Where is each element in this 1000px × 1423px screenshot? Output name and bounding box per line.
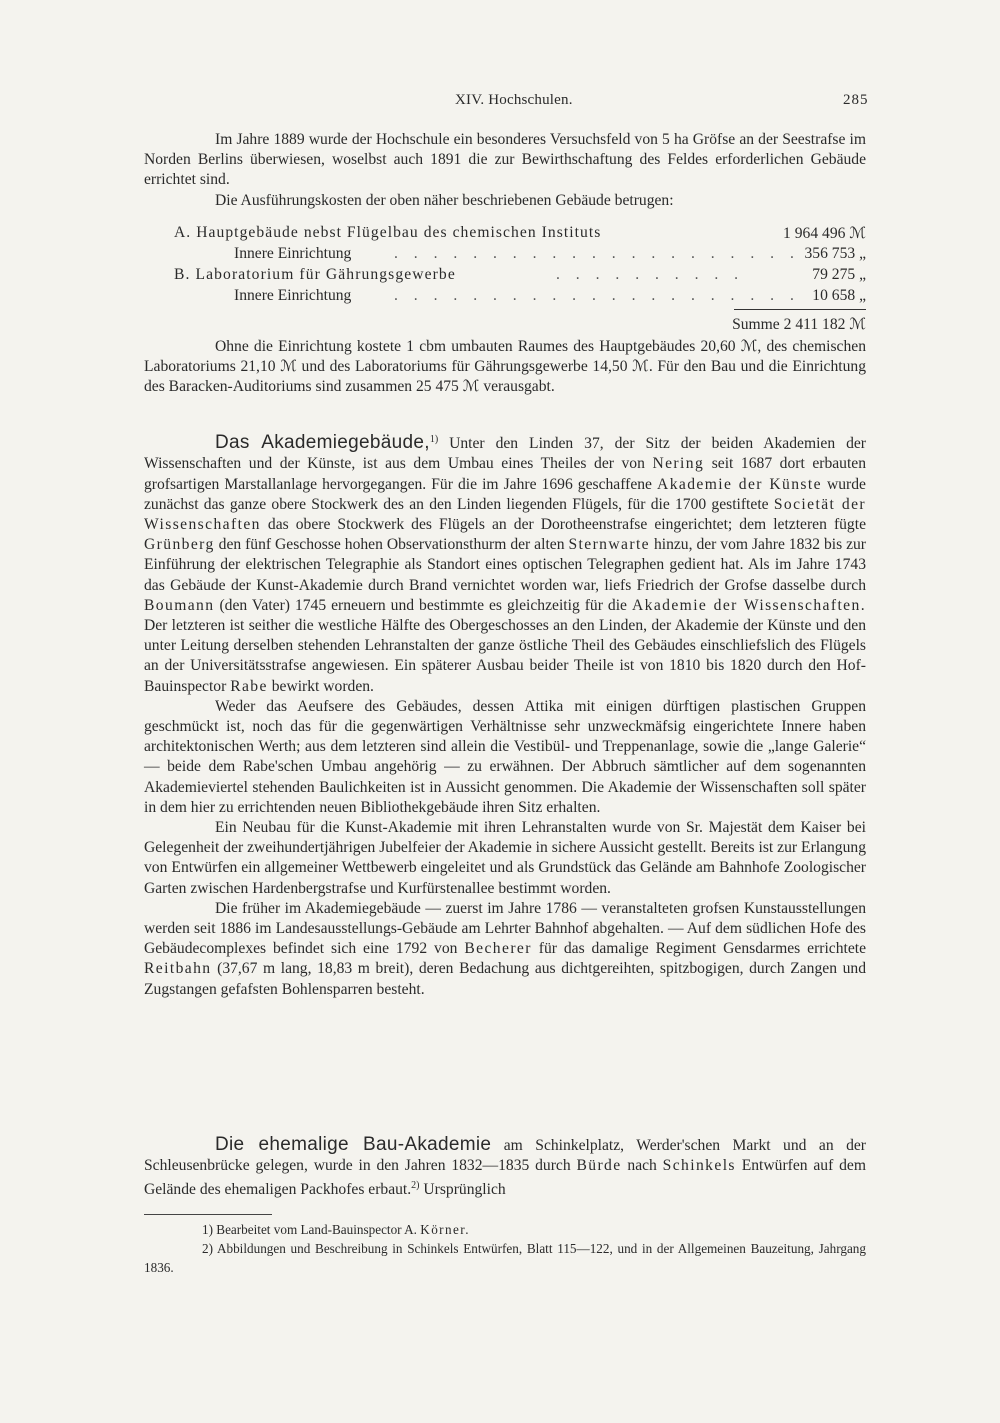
dot-leader: . . . . . . . . . . . . . . . . . . . . . [394, 287, 800, 304]
body-text: (den Vater) 1745 erneuern und bestimmte es gleichzeitig für die [219, 596, 627, 614]
spaced-name: Körner. [420, 1222, 470, 1237]
bauakademie-heading: Die ehemalige Bau-Akademie [215, 1134, 492, 1155]
body-text: hinzu, der vom Jahre 1832 bis zur Einführung der elektrischen Telegraphie als Standort eines optischen Telegraphen gedient hat. Als im Jahre 1743 das Gebäude der Kunst-Akademie durch Brand vernichtet worden war, liefs Friedrich der Grofse dasselbe durch [144, 536, 866, 594]
costs-intro-paragraph: Die Ausführungskosten der oben näher beschriebenen Gebäude betrugen: [215, 191, 674, 209]
sum-rule [734, 309, 866, 310]
body-text: nach [627, 1157, 657, 1175]
intro-paragraph: Im Jahre 1889 wurde der Hochschule ein besonderes Versuchsfeld von 5 ha Gröfse an der Seestrafse im Norden Berlins überwiesen, woselbst auch 1891 die zur Bewirthschaftung des Feldes erforderlichen Gebäude errichtet sind. [144, 131, 866, 189]
cost-label: B. Laboratorium für Gährungsgewerbe [174, 266, 456, 283]
page-number: 285 [843, 92, 869, 108]
body-text: für das damalige Regiment Gensdarmes errichtete [538, 940, 867, 958]
akademie-paragraph: Ein Neubau für die Kunst-Akademie mit ihren Lehranstalten wurde von Sr. Majestät dem Kaiser bei Gelegenheit der zweihundertjährigen Jubelfeier der Akademie in sichere Aussicht gestellt. Bereits ist zur Erlangung von Entwürfen ein allgemeiner Wettbewerb eingeleitet und als Grundstück das Gelände am Bahnhofe Zoologischer Garten zwischen Hardenbergstrafse und Kurfürstenallee bestimmt worden. [144, 819, 866, 897]
costs-note-paragraph: Ohne die Einrichtung kostete 1 cbm umbauten Raumes des Hauptgebäudes 20,60 ℳ, des chemischen Laboratoriums 21,10 ℳ und des Laboratoriums für Gährungsgewerbe 14,50 ℳ. Für den Bau und die Einrichtung des Baracken-Auditoriums sind zusammen 25 475 ℳ verausgabt. [144, 338, 866, 396]
cost-row [144, 224, 866, 244]
spaced-name: Schinkels [662, 1157, 736, 1175]
spaced-name: Rabe [230, 677, 268, 695]
bauakademie-section [144, 1135, 866, 1201]
body-text: den fünf Geschosse hohen Observationsthurm der alten [218, 536, 565, 554]
cost-label: Innere Einrichtung [234, 287, 352, 304]
spaced-name: Akademie der Wissenschaften. [631, 596, 866, 614]
dot-leader: . . . . . . . . . . [556, 266, 745, 283]
cost-row [144, 266, 866, 286]
cost-amount: 356 753 „ [804, 245, 866, 262]
spaced-name: Reitbahn [144, 960, 212, 978]
body-text: am Schinkelplatz, Werder'schen Markt und an der Schleusenbrücke gelegen, wurde in den Jahren 1832—1835 durch [144, 1137, 866, 1175]
body-text: wurde zunächst das ganze obere Stockwerk des an den Linden liegenden Flügels, für die 1700 gestiftete [144, 475, 866, 513]
body-text: Die früher im Akademiegebäude — zuerst im Jahre 1786 — veranstalteten grofsen Kunstausstellungen werden seit 1886 im Landesausstellungs-Gebäude am Lehrter Bahnhof abgehalten. — Auf dem südlichen Hofe des Gebäudecomplexes befindet sich eine 1792 von [144, 899, 866, 958]
cost-row [144, 287, 866, 307]
akademie-heading: Das Akademiegebäude, [215, 432, 430, 454]
body-text: seit 1687 dort erbauten grofsartigen Marstallanlage hervorgegangen. Für die im Jahre 1696 geschaffene [144, 455, 867, 493]
running-header [0, 92, 1000, 114]
cost-amount: 10 658 „ [812, 287, 866, 304]
footnote-ref: 2) [411, 1180, 420, 1192]
footnote-rule [144, 1214, 272, 1215]
spaced-name: Akademie der Künste [657, 475, 822, 493]
cost-total-row [144, 315, 866, 335]
footnote-2: 2) Abbildungen und Beschreibung in Schinkels Entwürfen, Blatt 115—122, und in der Allgemeinen Bauzeitung, Jahrgang 1836. [144, 1241, 866, 1275]
footnotes [144, 1220, 866, 1277]
chapter-title: XIV. Hochschulen. [455, 92, 573, 108]
body-text: bewirkt worden. [271, 677, 374, 695]
cost-row [144, 245, 866, 265]
cost-amount: 79 275 „ [812, 266, 866, 283]
akademie-paragraph [144, 430, 866, 697]
spaced-name: Boumann [144, 596, 215, 614]
footnote-ref: 1) [429, 434, 439, 445]
body-text: Der letzteren ist seither die westliche Hälfte des Obergeschosses an den Linden, der Akademie der Künste und den unter Leitung derselben stehenden Lehranstalten der ganze östliche Theil des Gebäudes einschliefslich des Flügels an der Universitätsstrafse angewiesen. Ein späterer Ausbau beider Theile ist von 1810 bis 1820 durch den Hof-Bauinspector [144, 617, 866, 695]
body-text: Ursprünglich [423, 1181, 506, 1199]
spaced-name: Sternwarte [568, 536, 650, 554]
cost-label: A. Hauptgebäude nebst Flügelbau des chemischen Instituts [174, 224, 602, 241]
body-text: das obere Stockwerk des Flügels an der Dorotheenstrafse eingerichtet; dem letzteren fügte [267, 516, 866, 533]
akademie-paragraph [144, 899, 866, 1000]
bauakademie-paragraph [144, 1135, 866, 1201]
body-text: Entwürfen auf dem Gelände des ehemaligen Packhofes erbaut. [144, 1157, 866, 1199]
costs-note-section [144, 337, 866, 398]
akademie-section [144, 430, 866, 1000]
cost-amount: 1 964 496 ℳ [783, 225, 866, 242]
cost-total: Summe 2 411 182 ℳ [732, 316, 866, 333]
cost-label: Innere Einrichtung [234, 245, 352, 262]
spaced-name: Becherer [464, 940, 532, 958]
dot-leader: . . . . . . . . . . . . . . . . . . . . . [394, 245, 800, 262]
intro-section [144, 130, 866, 211]
spaced-name: Grünberg [144, 536, 215, 554]
spaced-name: Nering [652, 455, 705, 473]
akademie-paragraph: Weder das Aeufsere des Gebäudes, dessen Attika mit einigen dürftigen plastischen Gruppen geschmückt ist, noch das für die gegenwärtigen Verhältnisse sehr unzweckmäfsig eingerichtete Innere haben architektonischen Werth; aus dem letzteren sind allein die Vestibül- und Treppenanlage, sowie die „lange Galerie“ — beide dem Rabe'schen Umbau angehörig — zu erwähnen. Der Abbruch sämtlicher auf dem sogenannten Akademieviertel stehenden Baulichkeiten ist in Aussicht genommen. Die Akademie der Wissenschaften soll später in dem hier zu errichtenden neuen Bibliothekgebäude ihren Sitz erhalten. [144, 697, 866, 816]
footnote-1 [144, 1220, 866, 1239]
footnote-text: 1) Bearbeitet vom Land-Bauinspector A. [202, 1222, 417, 1237]
body-text: (37,67 m lang, 18,83 m breit), deren Bedachung aus dichtgereihten, spitzbogigen, durch Zangen und Zugstangen gefafsten Bohlensparren besteht. [144, 960, 866, 998]
body-text: Unter den Linden 37, der Sitz der beiden Akademien der Wissenschaften und der Künste, ist aus dem Umbau eines Theiles der von [144, 435, 866, 473]
spaced-name: Societät der Wissenschaften [144, 495, 867, 533]
spaced-name: Bürde [576, 1157, 622, 1175]
